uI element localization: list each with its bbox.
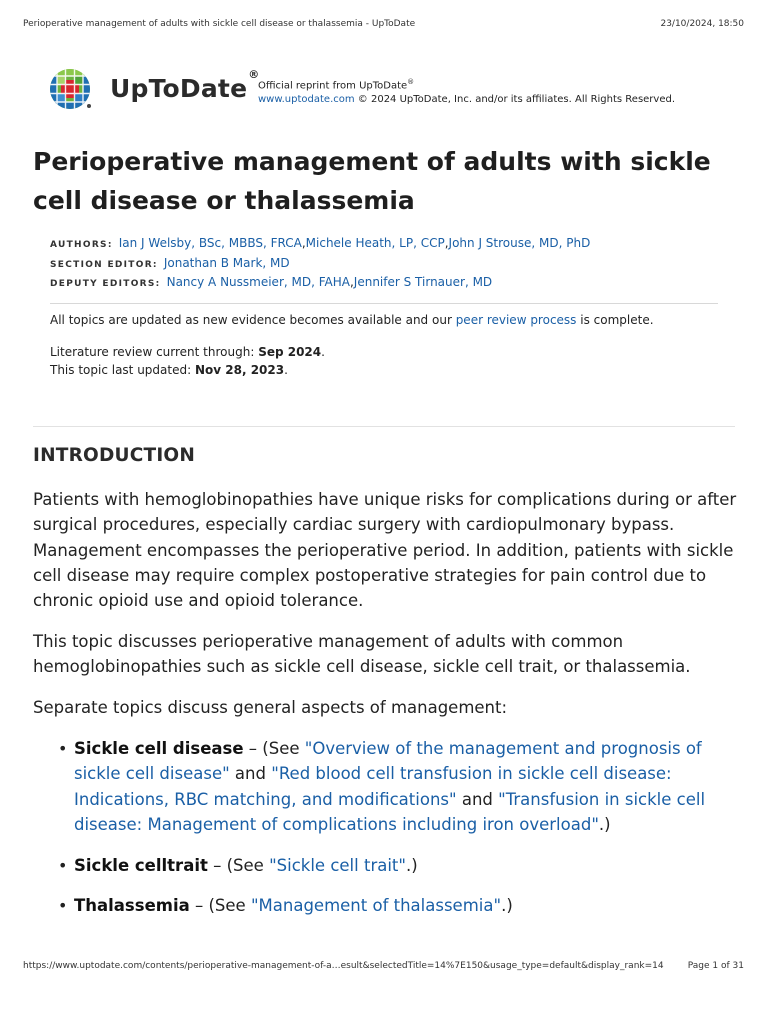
last-updated-date: Nov 28, 2023 xyxy=(194,363,285,377)
authors-row xyxy=(50,235,590,255)
brand-name: UpToDate xyxy=(110,73,248,103)
lit-review-label: Literature review current through: xyxy=(50,345,259,359)
page-number: Page 1 of 31 xyxy=(687,961,744,971)
separator: , xyxy=(349,275,354,289)
list-item xyxy=(58,893,738,918)
topic-link[interactable]: "Sickle cell trait" xyxy=(269,855,406,875)
intro-paragraph-2: This topic discusses perioperative management of adults with common hemoglobinopathies such as sickle cell disease, sickle cell trait, or thalassemia. xyxy=(33,632,691,677)
author-link[interactable]: Michele Heath, LP, CCP xyxy=(305,236,445,250)
update-notice-text: All topics are updated as new evidence becomes available and our xyxy=(50,313,456,327)
bullet-term: Sickle celltrait xyxy=(74,855,208,875)
section-editor-link[interactable]: Jonathan B Mark, MD xyxy=(163,255,290,270)
brand-wordmark xyxy=(110,68,260,103)
intro-paragraph-1: Patients with hemoglobinopathies have unique risks for complications during or after surgical procedures, especially cardiac surgery with cardiopulmonary bypass. Management encompasses the perioperative period. In addition, patients with sickle cell disease may require complex postoperative strategies for pain control due to chronic opioid use and opioid tolerance. xyxy=(33,490,737,611)
update-notice-text-end: is complete. xyxy=(576,313,654,327)
management-topics-list xyxy=(58,736,738,934)
reprint-notice xyxy=(258,75,675,107)
brand[interactable] xyxy=(48,68,259,112)
deputy-editors-row xyxy=(50,274,590,294)
section-editor-label: SECTION EDITOR: xyxy=(50,259,158,270)
brand-registered-mark: ® xyxy=(248,68,260,82)
bullet-term: Sickle cell disease xyxy=(74,739,244,758)
period: . xyxy=(321,345,325,359)
deputy-editors-label: DEPUTY EDITORS: xyxy=(50,279,161,289)
period: . xyxy=(284,363,288,377)
list-item xyxy=(58,736,738,837)
separator: , xyxy=(444,236,449,250)
separator: , xyxy=(301,236,306,250)
last-updated-label: This topic last updated: xyxy=(50,363,195,377)
topic-link[interactable]: "Management of thalassemia" xyxy=(250,896,502,916)
section-divider xyxy=(33,426,735,427)
copyright-text: © 2024 UpToDate, Inc. and/or its affiliates. All Rights Reserved. xyxy=(354,94,676,106)
article-title: Perioperative management of adults with sickle cell disease or thalassemia xyxy=(33,147,711,215)
peer-review-link[interactable]: peer review process xyxy=(455,313,577,327)
topic-link[interactable]: "Red blood cell transfusion in sickle cell disease: Indications, RBC matching, and modifications" xyxy=(74,764,672,809)
uptodate-site-link[interactable]: www.uptodate.com xyxy=(258,94,355,106)
introduction-heading: INTRODUCTION xyxy=(33,445,196,466)
uptodate-logo-icon xyxy=(48,68,92,112)
print-page-title: Perioperative management of adults with sickle cell disease or thalassemia - UpToDate xyxy=(23,19,416,29)
topic-link[interactable]: "Overview of the management and prognosis of sickle cell disease" xyxy=(74,739,702,784)
section-editor-row xyxy=(50,255,590,275)
bullet-text: – (See xyxy=(207,855,270,875)
credits-divider xyxy=(50,303,718,304)
author-link[interactable]: John J Strouse, MD, PhD xyxy=(448,236,591,250)
bullet-text: – (See xyxy=(243,739,305,758)
bullet-text: .) xyxy=(405,855,418,875)
print-datetime: 23/10/2024, 18:50 xyxy=(660,19,744,29)
print-url: https://www.uptodate.com/contents/perioperative-management-of-a…esult&selectedTitle=14%7E150&usage_type=default&display_rank=14 xyxy=(23,961,664,971)
authors-label: AUTHORS: xyxy=(50,240,113,250)
deputy-editor-link[interactable]: Nancy A Nussmeier, MD, FAHA xyxy=(166,275,350,289)
bullet-text: .) xyxy=(598,814,611,834)
article-credits xyxy=(50,235,590,294)
bullet-text: and xyxy=(456,789,499,809)
topic-link[interactable]: "Transfusion in sickle cell disease: Management of complications including iron overload" xyxy=(74,789,706,834)
bullet-text: and xyxy=(229,764,272,784)
lit-review-date: Sep 2024 xyxy=(258,345,322,359)
print-footer xyxy=(23,961,744,975)
intro-paragraph-3: Separate topics discuss general aspects of management: xyxy=(33,698,508,717)
bullet-term: Thalassemia xyxy=(74,896,190,916)
reprint-registered-mark: ® xyxy=(407,78,415,86)
list-item xyxy=(58,853,738,878)
bullet-text: .) xyxy=(501,896,513,916)
deputy-editor-link[interactable]: Jennifer S Tirnauer, MD xyxy=(353,275,493,289)
reprint-line: Official reprint from UpToDate xyxy=(258,80,408,92)
print-header xyxy=(23,19,744,33)
update-notice xyxy=(50,311,654,329)
review-dates xyxy=(50,343,325,379)
bullet-text: – (See xyxy=(189,896,251,916)
author-link[interactable]: Ian J Welsby, BSc, MBBS, FRCA xyxy=(118,236,302,250)
